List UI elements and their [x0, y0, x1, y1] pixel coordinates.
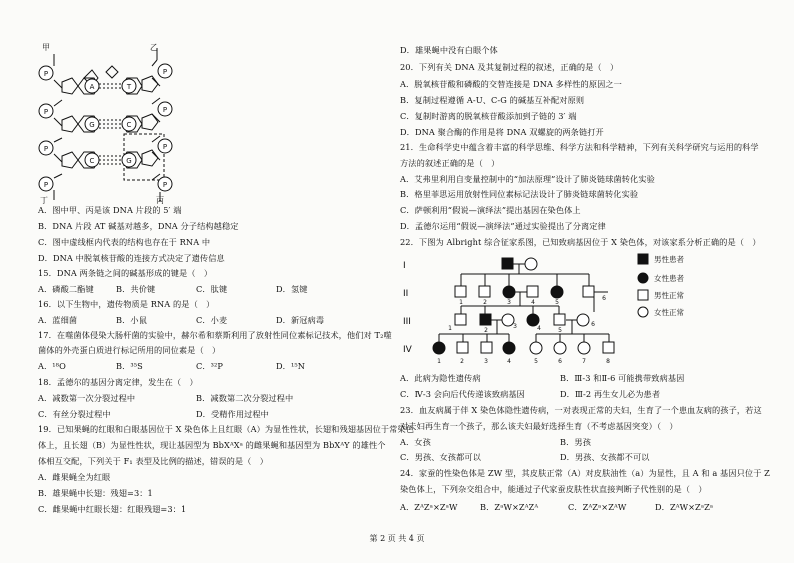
- base-label: G: [89, 121, 95, 129]
- q17-stem-line1: 17．在噬菌体侵染大肠杆菌的实验中，赫尔希和蔡斯利用了放射性同位素标记技术，他们对 T₂噬: [38, 330, 392, 340]
- base-label: T: [126, 83, 132, 91]
- iii-num: 4: [537, 325, 541, 332]
- legend-normal-male: 男性正常: [654, 291, 684, 300]
- iv-num: 3: [484, 358, 488, 365]
- q21-option-a: A．艾弗里利用自变量控制中的“加法原理”设计了肺炎链球菌转化实验: [400, 174, 655, 184]
- p-label: P: [43, 70, 49, 78]
- p-label: P: [162, 106, 168, 114]
- q20-stem: 20．下列有关 DNA 及其复制过程的叙述，正确的是（ ）: [400, 62, 619, 72]
- base-label: G: [126, 157, 132, 165]
- q15-option-c: C．肽键: [196, 284, 228, 294]
- q23-option-a: A．女孩: [400, 437, 431, 447]
- q19-option-d: D．雄果蝇中没有白眼个体: [400, 45, 498, 55]
- page-footer: 第 2 页 共 4 页: [369, 534, 425, 543]
- q14-option-b: B．DNA 片段 AT 碱基对越多，DNA 分子结构越稳定: [38, 221, 239, 231]
- legend-affected-male: 男性患者: [654, 255, 684, 264]
- q21-option-c: C．萨顿利用“假说—演绎法”提出基因在染色体上: [400, 205, 581, 215]
- q17-option-c: C．³²P: [196, 361, 224, 371]
- p-label: P: [162, 68, 168, 76]
- ii-num: 3: [507, 299, 511, 306]
- iii-num: 3: [513, 323, 517, 330]
- q18-stem: 18．孟德尔的基因分离定律，发生在（ ）: [38, 377, 198, 387]
- q24-stem-line1: 24．家蚕的性染色体是 ZW 型，其皮肤正常（A）对皮肤油性（a）为显性，且 A 和 a 基因只位于 Z: [400, 468, 770, 478]
- dna-structure-diagram: [32, 42, 202, 204]
- q18-option-d: D．受精作用过程中: [196, 409, 269, 419]
- q22-option-d: D．Ⅲ-2 再生女儿必为患者: [560, 389, 661, 399]
- q16-option-a: A．蓝细菌: [38, 315, 78, 325]
- q20-option-a: A．脱氧核苷酸和磷酸的交替连接是 DNA 多样性的原因之一: [400, 79, 622, 89]
- q24-stem-line2: 染色体上，下列杂交组合中，能通过子代家蚕皮肤性状直接判断子代性别的是（ ）: [400, 484, 707, 494]
- base-label: A: [89, 83, 95, 91]
- p-label: P: [43, 145, 49, 153]
- iv-num: 4: [507, 358, 511, 365]
- q21-option-d: D．孟德尔运用“假说—演绎法”通过实验提出了分离定律: [400, 221, 606, 231]
- iii-num: 5: [558, 327, 562, 334]
- q19-option-c: C．雌果蝇中红眼长翅：红眼残翅=3：1: [38, 504, 187, 514]
- gen-label-III: III: [403, 317, 411, 327]
- q24-option-b: B．ZᵃW×ZᴬZᴬ: [480, 502, 539, 512]
- q15-option-d: D．氢键: [276, 284, 308, 294]
- q18-option-c: C．有丝分裂过程中: [38, 409, 111, 419]
- q16-option-d: D．新冠病毒: [276, 315, 325, 325]
- q18-option-b: B．减数第二次分裂过程中: [196, 393, 294, 403]
- q15-stem: 15．DNA 两条链之间的碱基形成的键是（ ）: [38, 268, 213, 278]
- q21-stem-line1: 21．生命科学史中蕴含着丰富的科学思维、科学方法和科学精神，下列有关科学研究与运用的科学: [400, 142, 759, 152]
- q19-option-a: A．雌果蝇全为红眼: [38, 472, 111, 482]
- q22-option-c: C．Ⅳ-3 会向后代传递该致病基因: [400, 389, 525, 399]
- q24-option-c: C．ZᴬZᵃ×ZᴬW: [568, 502, 627, 512]
- q14-option-d: D．DNA 中脱氧核苷酸的连接方式决定了遗传信息: [38, 253, 225, 263]
- q19-stem-line2: 体上，且长翅（B）为显性性状，现让基因型为 BbXᴬXᵃ 的雌果蝇和基因型为 BbXᴬY 的雄性个: [38, 440, 386, 450]
- q20-option-b: B．复制过程遵循 A-U、C-G 的碱基互补配对原则: [400, 95, 585, 105]
- ii-num: 5: [555, 299, 559, 306]
- ii-num: 2: [483, 299, 487, 306]
- ii-num: 4: [531, 299, 535, 306]
- iv-num: 2: [460, 358, 464, 365]
- p-label: P: [162, 181, 168, 189]
- q17-stem-line2: 菌体的外壳蛋白质进行标记所用的同位素是（ ）: [38, 345, 221, 355]
- iv-num: 8: [606, 358, 610, 365]
- q19-option-b: B．雄果蝇中长翅：残翅=3：1: [38, 488, 153, 498]
- q15-option-a: A．磷酸二酯键: [38, 284, 94, 294]
- p-label: P: [43, 181, 49, 189]
- iii-num: 6: [591, 321, 595, 328]
- iv-num: 7: [582, 358, 586, 365]
- p-label: P: [162, 143, 168, 151]
- strand-end-yi: 乙: [150, 43, 158, 52]
- pedigree-chart: [398, 250, 708, 368]
- base-label: C: [126, 121, 132, 129]
- q23-option-d: D．男孩、女孩都不可以: [560, 452, 650, 462]
- gen-label-IV: IV: [403, 345, 412, 355]
- iii-num: 1: [448, 325, 452, 332]
- q23-option-b: B．男孩: [560, 437, 591, 447]
- q16-stem: 16．以下生物中，遗传物质是 RNA 的是（ ）: [38, 299, 215, 309]
- q15-option-b: B．共价键: [116, 284, 156, 294]
- iv-num: 1: [437, 358, 441, 365]
- q22-option-b: B．Ⅲ-3 和Ⅱ-6 可能携带致病基因: [560, 373, 685, 383]
- strand-end-ding: 丁: [40, 196, 48, 204]
- I-1-affected-male: [502, 258, 513, 269]
- q19-stem-line1: 19．已知果蝇的红眼和白眼基因位于 X 染色体上且红眼（A）为显性性状，长翅和残翅基因位于常染色: [38, 424, 415, 434]
- q14-option-c: C．图中虚线框内代表的结构也存在于 RNA 中: [38, 237, 211, 247]
- q23-stem-line1: 23．血友病属于伴 X 染色体隐性遗传病，一对表现正常的夫妇，生育了一个患血友病的孩子，若这: [400, 405, 762, 415]
- I-2-normal-female: [525, 258, 537, 270]
- strand-end-jia: 甲: [42, 43, 50, 52]
- q24-option-d: D．ZᴬW×ZᵃZᵃ: [655, 502, 714, 512]
- q22-stem: 22．下图为 Albright 综合征家系图，已知致病基因位于 X 染色体，对该家系分析正确的是（ ）: [400, 237, 761, 247]
- gen-label-II: II: [403, 289, 409, 299]
- strand-end-bing: 丙: [156, 196, 164, 204]
- q22-option-a: A．此病为隐性遗传病: [400, 373, 481, 383]
- q20-option-d: D．DNA 聚合酶的作用是将 DNA 双螺旋的两条链打开: [400, 127, 604, 137]
- iii-num: 2: [484, 327, 488, 334]
- ii-num: 1: [459, 299, 463, 306]
- iv-num: 6: [558, 358, 562, 365]
- q21-option-b: B．格里菲思运用放射性同位素标记法设计了肺炎链球菌转化实验: [400, 189, 639, 199]
- q21-stem-line2: 方法的叙述正确的是（ ）: [400, 158, 500, 168]
- q17-option-d: D．¹⁵N: [276, 361, 305, 371]
- q23-option-c: C．男孩、女孩都可以: [400, 452, 481, 462]
- legend-affected-female: 女性患者: [654, 274, 684, 283]
- p-label: P: [43, 108, 49, 116]
- legend-normal-female: 女性正常: [654, 308, 684, 317]
- q23-stem-line2: 对夫妇再生育一个孩子，那么该夫妇最好选择生育（不考虑基因突变）（ ）: [400, 421, 678, 431]
- q14-option-a: A．图中甲、丙是该 DNA 片段的 5′ 端: [38, 205, 182, 215]
- gen-label-I: I: [403, 261, 406, 271]
- q24-option-a: A．ZᴬZᵃ×ZᵃW: [400, 502, 458, 512]
- q19-stem-line3: 体相互交配，下列关于 F₁ 表型及比例的描述，错误的是（ ）: [38, 456, 269, 466]
- iv-num: 5: [534, 358, 538, 365]
- q17-option-a: A．¹⁸O: [38, 361, 66, 371]
- ii-num: 6: [602, 295, 606, 302]
- q16-option-c: C．小麦: [196, 315, 228, 325]
- q18-option-a: A．减数第一次分裂过程中: [38, 393, 136, 403]
- q20-option-c: C．复制时游离的脱氧核苷酸添加到子链的 3′ 端: [400, 111, 577, 121]
- q16-option-b: B．小鼠: [116, 315, 147, 325]
- q17-option-b: B．³⁵S: [116, 361, 143, 371]
- base-label: C: [89, 157, 95, 165]
